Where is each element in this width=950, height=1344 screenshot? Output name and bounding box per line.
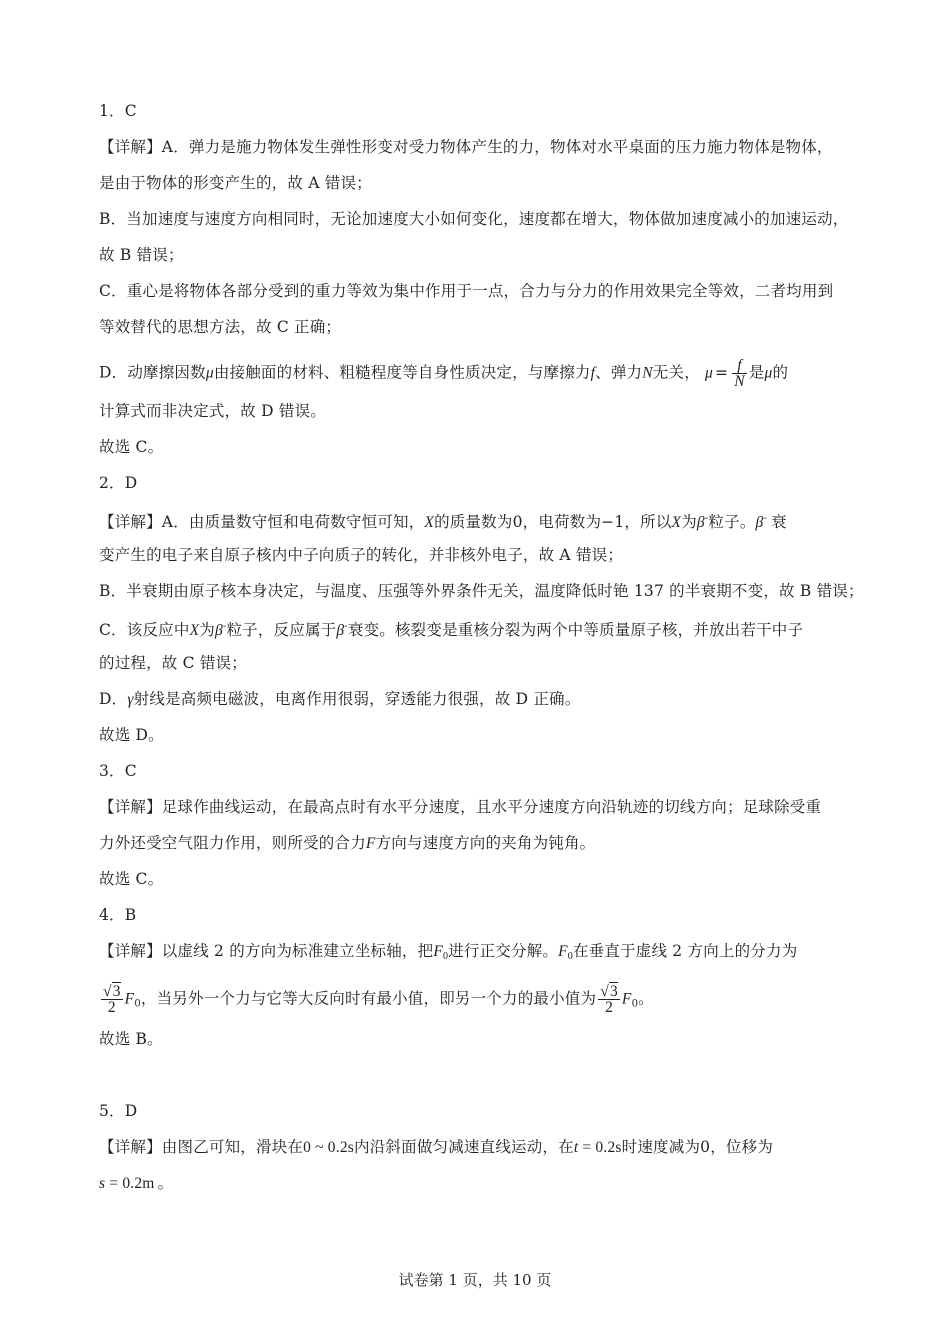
q1-number: 1．C — [99, 102, 137, 120]
q1-explain-line: 等效替代的思想方法，故 C 正确； — [99, 318, 342, 336]
q1-answer: 故选 C。 — [99, 438, 164, 456]
q5-explain-line: s = 0.2m 。 — [99, 1174, 174, 1192]
q1-explain-line: C．重心是将物体各部分受到的重力等效为集中作用于一点，合力与分力的作用效果完全等效，二者均用到 — [99, 282, 834, 300]
fraction-sqrt3-over-2: $\frac{√3}{2}$ — [103, 983, 121, 1016]
fraction-sqrt3-over-2: $\frac{√3}{2}$ — [600, 983, 618, 1016]
page-footer: 试卷第 1 页，共 10 页 — [398, 1271, 552, 1289]
q4-explain-line: 【详解】以虚线 2 的方向为标准建立坐标轴，把$F_0$进行正交分解。$F_0$在垂直于虚线 2 方向上的分力为 — [99, 942, 798, 962]
q2-explain-line: 【详解】A．由质量数守恒和电荷数守恒可知，X的质量数为0，电荷数为−1，所以X为β-粒子。β- 衰 — [99, 513, 787, 531]
equals-sign: = — [715, 363, 729, 382]
q4-explain-line-formula: $\frac{√3}{2}$ $F_0$，当另外一个力与它等大反向时有最小值，即另一个力的最小值为 $\frac{√3}{2}$ $F_0$。 — [103, 983, 654, 1016]
n-symbol: N — [642, 364, 653, 382]
q3-explain-line: 力外还受空气阻力作用，则所受的合力F方向与速度方向的夹角为钝角。 — [99, 834, 596, 852]
q2-explain-line: D．γ射线是高频电磁波，电离作用很弱，穿透能力很强，故 D 正确。 — [99, 690, 581, 708]
q3-explain-line: 【详解】足球作曲线运动，在最高点时有水平分速度，且水平分速度方向沿轨迹的切线方向；足球除受重 — [99, 798, 822, 816]
f-symbol: f — [590, 364, 596, 382]
q4-answer: 故选 B。 — [99, 1030, 163, 1048]
mu-symbol: μ — [705, 364, 714, 382]
q2-explain-line: C．该反应中X为β-粒子，反应属于β-衰变。核裂变是重核分裂为两个中等质量原子核，并放出若干中子 — [99, 621, 804, 639]
q3-answer: 故选 C。 — [99, 870, 164, 888]
q2-number: 2．D — [99, 474, 138, 492]
fraction-f-over-n: $\frac{f}{N}$ — [734, 357, 745, 390]
q1-explain-line: 是由于物体的形变产生的，故 A 错误； — [99, 174, 372, 192]
q5-number: 5．D — [99, 1102, 138, 1120]
q5-explain-line: 【详解】由图乙可知，滑块在0 ~ 0.2s内沿斜面做匀减速直线运动，在t = 0.2s时速度减为0，位移为 — [99, 1138, 774, 1156]
q2-explain-line: 变产生的电子来自原子核内中子向质子的转化，并非核外电子，故 A 错误； — [99, 546, 624, 564]
q2-explain-line: B．半衰期由原子核本身决定，与温度、压强等外界条件无关，温度降低时铯 137 的半衰期不变，故 B 错误； — [99, 582, 864, 600]
q4-number: 4．B — [99, 906, 137, 924]
q1-explain-line: 故 B 错误； — [99, 246, 184, 264]
mu-symbol: μ — [205, 364, 214, 382]
q3-number: 3．C — [99, 762, 137, 780]
q1-explain-line: B．当加速度与速度方向相同时，无论加速度大小如何变化，速度都在增大，物体做加速度减小的加速运动， — [99, 210, 849, 228]
mu-symbol: μ — [764, 364, 773, 382]
q2-answer: 故选 D。 — [99, 726, 164, 744]
q1-explain-line: 【详解】A．弹力是施力物体发生弹性形变对受力物体产生的力，物体对水平桌面的压力施力物体是物体， — [99, 138, 833, 156]
q1-explain-line: 计算式而非决定式，故 D 错误。 — [99, 402, 326, 420]
q1-explain-line-formula: D．动摩擦因数μ由接触面的材料、粗糙程度等自身性质决定，与摩擦力f、弹力N无关， μ = $\frac{f}{N}$ 是μ的 — [99, 357, 789, 390]
q2-explain-line: 的过程，故 C 错误； — [99, 654, 247, 672]
